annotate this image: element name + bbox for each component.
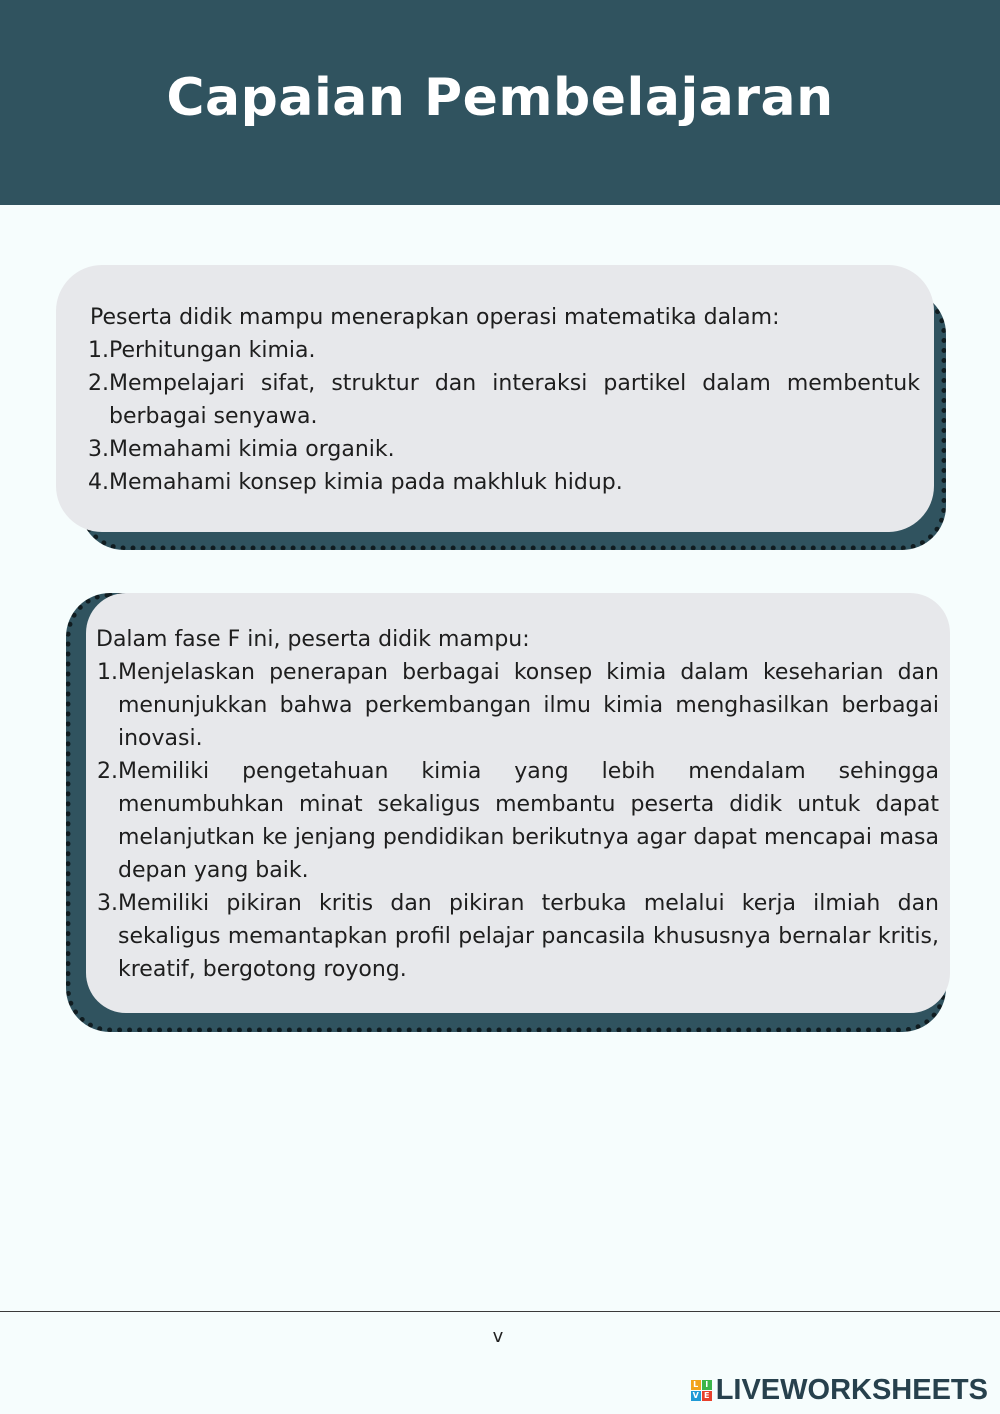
list-item-number: 1. xyxy=(88,338,109,363)
list-item-number: 1. xyxy=(97,660,118,685)
logo-tile: V xyxy=(692,1390,699,1400)
list-item xyxy=(96,656,939,755)
list-item xyxy=(90,433,920,466)
footer-divider xyxy=(0,1311,1000,1312)
card-1-intro: Peserta didik mampu menerapkan operasi matematika dalam: xyxy=(90,305,780,330)
list-item-number: 3. xyxy=(88,437,109,462)
logo-tile: I xyxy=(702,1380,712,1390)
learning-outcomes-card-1 xyxy=(56,265,934,532)
card-2-list xyxy=(96,656,939,986)
page-header xyxy=(0,0,1000,205)
list-item-text: Perhitungan kimia. xyxy=(109,338,316,363)
page-number: v xyxy=(492,1326,504,1347)
list-item-text: Memahami konsep kimia pada makhluk hidup. xyxy=(109,470,623,495)
list-item xyxy=(96,887,939,986)
list-item-text: Memiliki pikiran kritis dan pikiran terbuka melalui kerja ilmiah dan sekaligus memantapkan profil pelajar pancasila khususnya bernalar kritis, kreatif, bergotong royong. xyxy=(118,891,939,982)
list-item-number: 2. xyxy=(97,759,118,784)
list-item-number: 2. xyxy=(88,371,109,396)
card-2-intro: Dalam fase F ini, peserta didik mampu: xyxy=(96,627,530,652)
list-item-text: Memahami kimia organik. xyxy=(109,437,395,462)
list-item xyxy=(90,334,920,367)
page-title: Capaian Pembelajaran xyxy=(166,68,834,128)
logo-tile: L xyxy=(691,1380,701,1390)
list-item-text: Memiliki pengetahuan kimia yang lebih mendalam sehingga menumbuhkan minat sekaligus membantu peserta didik untuk dapat melanjutkan ke jenjang pendidikan berikutnya agar dapat mencapai masa depan yang baik. xyxy=(118,759,939,883)
logo-tile: E xyxy=(702,1391,712,1401)
brand-name: LIVEWORKSHEETS xyxy=(715,1373,988,1406)
list-item-text: Mempelajari sifat, struktur dan interaksi partikel dalam membentuk berbagai senyawa. xyxy=(109,371,920,429)
liveworksheets-brand[interactable] xyxy=(691,1372,988,1408)
list-item-number: 3. xyxy=(97,891,118,916)
list-item-text: Menjelaskan penerapan berbagai konsep kimia dalam keseharian dan menunjukkan bahwa perkembangan ilmu kimia menghasilkan berbagai inovasi. xyxy=(118,660,939,751)
list-item-number: 4. xyxy=(88,470,109,495)
list-item xyxy=(90,367,920,433)
list-item xyxy=(96,755,939,887)
liveworksheets-logo-icon xyxy=(691,1380,712,1401)
learning-outcomes-card-2 xyxy=(86,593,950,1013)
card-1-list xyxy=(90,334,920,499)
list-item xyxy=(90,466,920,499)
